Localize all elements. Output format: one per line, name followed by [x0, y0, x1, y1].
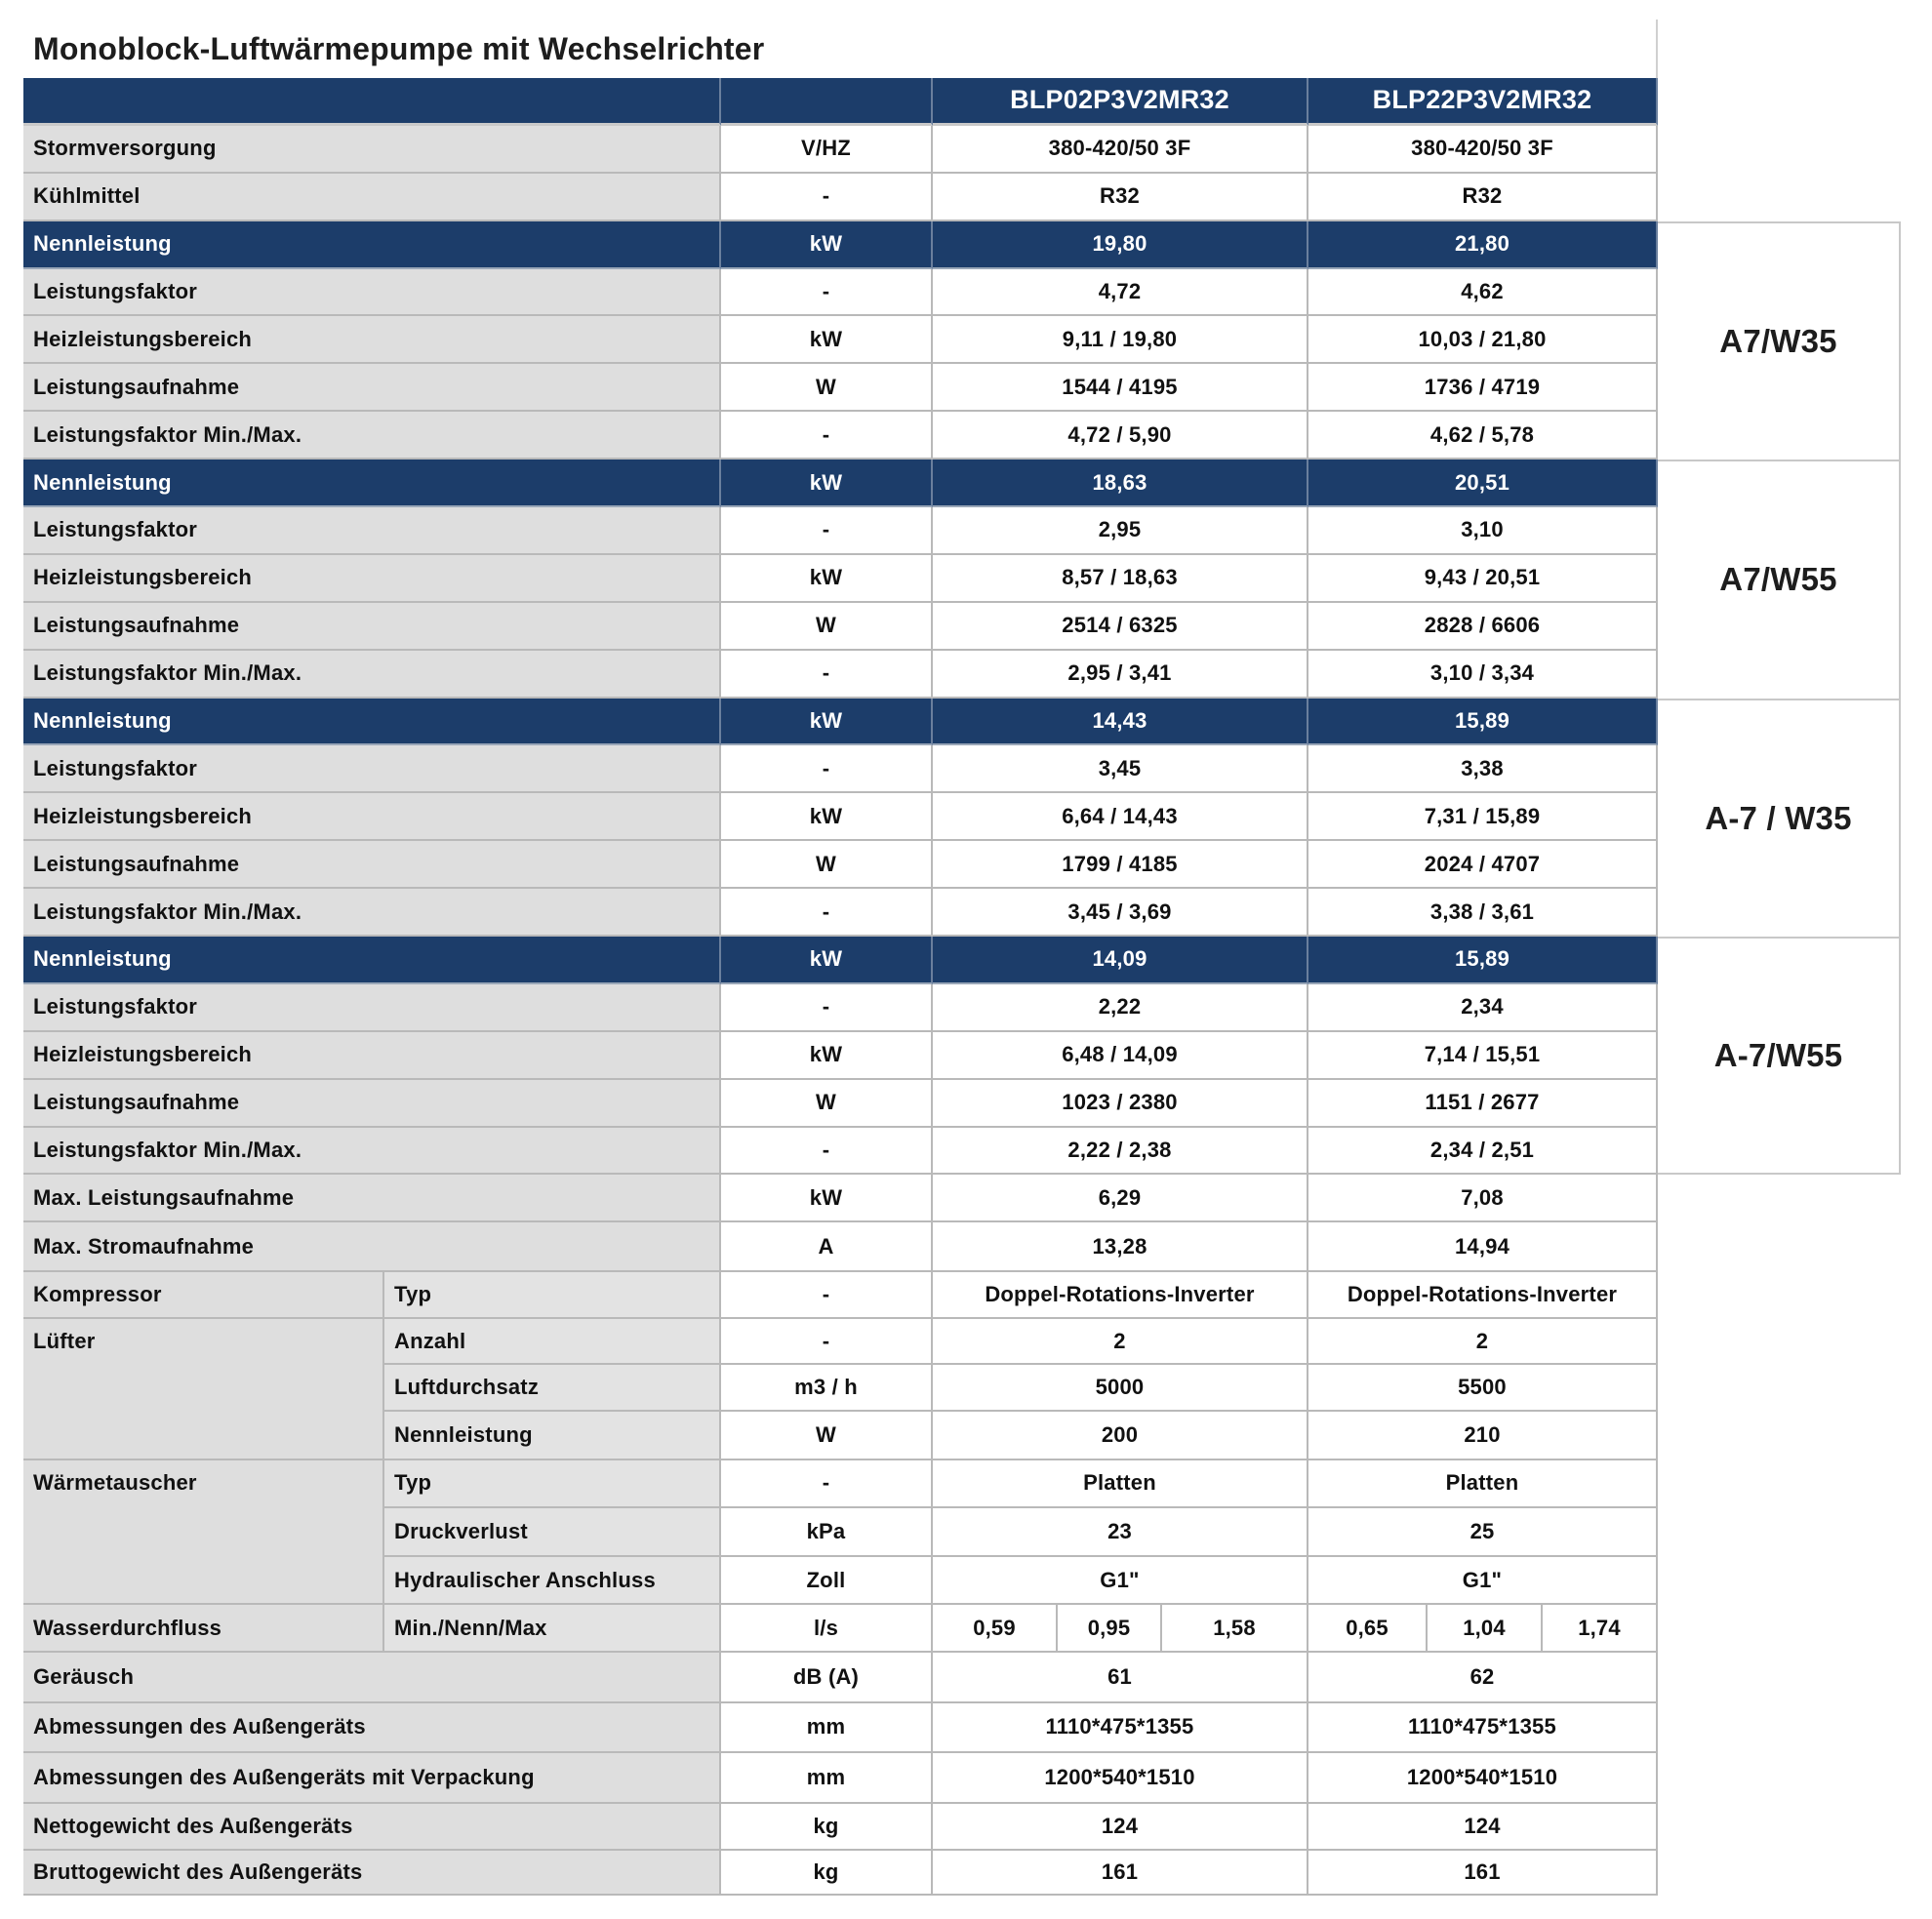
- row-label: Abmessungen des Außengeräts: [23, 1703, 721, 1753]
- value-model-1: 2,95 / 3,41: [933, 651, 1308, 699]
- flow-min: 0,65: [1308, 1605, 1428, 1651]
- row-unit: -: [721, 174, 933, 221]
- group-label-compressor: Kompressor: [23, 1272, 384, 1319]
- row-unit: Zoll: [721, 1557, 933, 1606]
- row-unit: -: [721, 269, 933, 317]
- value-model-1: 124: [933, 1804, 1308, 1852]
- value-model-2: 2828 / 6606: [1308, 603, 1658, 651]
- sub-label: Hydraulischer Anschluss: [384, 1557, 721, 1606]
- value-model-1: 4,72: [933, 269, 1308, 317]
- water-flow-values-model-1: [933, 1605, 1308, 1653]
- row-label: Bruttogewicht des Außengeräts: [23, 1851, 721, 1896]
- value-model-2: 7,14 / 15,51: [1308, 1032, 1658, 1080]
- row-label: Stormversorgung: [23, 126, 721, 174]
- row-unit: kW: [721, 1175, 933, 1222]
- value-model-1: 4,72 / 5,90: [933, 412, 1308, 460]
- value-model-2: 3,10: [1308, 507, 1658, 555]
- group-label-fan: Lüfter: [23, 1319, 384, 1460]
- value-model-2: 7,31 / 15,89: [1308, 793, 1658, 841]
- value-model-1: 5000: [933, 1365, 1308, 1412]
- row-unit: kg: [721, 1851, 933, 1896]
- value-model-2: 20,51: [1308, 460, 1658, 507]
- value-model-2: 1110*475*1355: [1308, 1703, 1658, 1753]
- value-model-2: 3,38: [1308, 745, 1658, 793]
- value-model-1: 6,29: [933, 1175, 1308, 1222]
- sub-label: Typ: [384, 1272, 721, 1319]
- row-label: Abmessungen des Außengeräts mit Verpackung: [23, 1753, 721, 1804]
- value-model-2: R32: [1308, 174, 1658, 221]
- row-unit: -: [721, 507, 933, 555]
- header-unit-cell: [721, 78, 933, 126]
- model-header-2: BLP22P3V2MR32: [1308, 78, 1658, 126]
- value-model-2: 62: [1308, 1653, 1658, 1703]
- row-unit: kPa: [721, 1508, 933, 1557]
- row-label: Nennleistung: [23, 460, 721, 507]
- row-unit: kW: [721, 460, 933, 507]
- model-header-1: BLP02P3V2MR32: [933, 78, 1308, 126]
- row-label: Heizleistungsbereich: [23, 316, 721, 364]
- sub-label: Luftdurchsatz: [384, 1365, 721, 1412]
- flow-min: 0,59: [933, 1605, 1058, 1651]
- value-model-1: 2,22: [933, 984, 1308, 1032]
- row-unit: m3 / h: [721, 1365, 933, 1412]
- value-model-1: 2,22 / 2,38: [933, 1128, 1308, 1176]
- value-model-1: 23: [933, 1508, 1308, 1557]
- row-label: Max. Leistungsaufnahme: [23, 1175, 721, 1222]
- row-unit: kW: [721, 555, 933, 603]
- row-label: Leistungsfaktor: [23, 984, 721, 1032]
- row-unit: -: [721, 984, 933, 1032]
- value-model-1: 2514 / 6325: [933, 603, 1308, 651]
- value-model-2: 9,43 / 20,51: [1308, 555, 1658, 603]
- condition-label: A-7 / W35: [1658, 699, 1901, 937]
- value-model-1: 19,80: [933, 221, 1308, 269]
- row-label: Leistungsfaktor: [23, 507, 721, 555]
- row-label: Leistungsfaktor Min./Max.: [23, 651, 721, 699]
- value-model-2: 21,80: [1308, 221, 1658, 269]
- spec-table: [23, 20, 1901, 1897]
- value-model-2: 15,89: [1308, 937, 1658, 984]
- row-label: Leistungsaufnahme: [23, 1080, 721, 1128]
- row-label: Leistungsfaktor Min./Max.: [23, 1128, 721, 1176]
- row-unit: -: [721, 412, 933, 460]
- value-model-1: 380-420/50 3F: [933, 126, 1308, 174]
- row-unit: W: [721, 364, 933, 412]
- sub-label: Min./Nenn/Max: [384, 1605, 721, 1653]
- value-model-2: 3,38 / 3,61: [1308, 889, 1658, 937]
- value-model-2: 124: [1308, 1804, 1658, 1852]
- value-model-2: 7,08: [1308, 1175, 1658, 1222]
- value-model-1: 1544 / 4195: [933, 364, 1308, 412]
- value-model-1: 1110*475*1355: [933, 1703, 1308, 1753]
- row-unit: dB (A): [721, 1653, 933, 1703]
- row-label: Leistungsfaktor Min./Max.: [23, 889, 721, 937]
- condition-label: A7/W35: [1658, 221, 1901, 460]
- row-label: Leistungsaufnahme: [23, 364, 721, 412]
- sub-label: Nennleistung: [384, 1412, 721, 1460]
- flow-max: 1,74: [1578, 1615, 1621, 1640]
- value-model-1: Platten: [933, 1460, 1308, 1508]
- row-unit: kg: [721, 1804, 933, 1852]
- value-model-1: 18,63: [933, 460, 1308, 507]
- row-unit: kW: [721, 937, 933, 984]
- value-model-1: R32: [933, 174, 1308, 221]
- row-unit: W: [721, 603, 933, 651]
- value-model-2: 5500: [1308, 1365, 1658, 1412]
- value-model-2: 10,03 / 21,80: [1308, 316, 1658, 364]
- value-model-2: 2,34 / 2,51: [1308, 1128, 1658, 1176]
- row-label: Heizleistungsbereich: [23, 555, 721, 603]
- value-model-1: 6,64 / 14,43: [933, 793, 1308, 841]
- row-unit: -: [721, 1319, 933, 1366]
- row-label: Leistungsaufnahme: [23, 603, 721, 651]
- row-unit: A: [721, 1222, 933, 1272]
- value-model-1: 14,43: [933, 699, 1308, 746]
- water-flow-values-model-2: [1308, 1605, 1658, 1653]
- value-model-1: 200: [933, 1412, 1308, 1460]
- flow-nominal: 1,04: [1428, 1605, 1543, 1651]
- value-model-1: 13,28: [933, 1222, 1308, 1272]
- value-model-1: Doppel-Rotations-Inverter: [933, 1272, 1308, 1319]
- value-model-1: 61: [933, 1653, 1308, 1703]
- value-model-1: 8,57 / 18,63: [933, 555, 1308, 603]
- value-model-1: 1799 / 4185: [933, 841, 1308, 889]
- row-label: Leistungsfaktor Min./Max.: [23, 412, 721, 460]
- row-unit: mm: [721, 1753, 933, 1804]
- value-model-2: 14,94: [1308, 1222, 1658, 1272]
- row-unit: kW: [721, 221, 933, 269]
- row-label: Geräusch: [23, 1653, 721, 1703]
- row-label: Heizleistungsbereich: [23, 793, 721, 841]
- value-model-2: Doppel-Rotations-Inverter: [1308, 1272, 1658, 1319]
- value-model-1: 2: [933, 1319, 1308, 1366]
- value-model-2: 3,10 / 3,34: [1308, 651, 1658, 699]
- row-unit: W: [721, 1412, 933, 1460]
- value-model-2: 15,89: [1308, 699, 1658, 746]
- page-title: Monoblock-Luftwärmepumpe mit Wechselrichter: [23, 20, 1658, 78]
- row-unit: kW: [721, 793, 933, 841]
- value-model-2: 380-420/50 3F: [1308, 126, 1658, 174]
- value-model-2: 1736 / 4719: [1308, 364, 1658, 412]
- row-unit: -: [721, 1128, 933, 1176]
- value-model-1: 2,95: [933, 507, 1308, 555]
- row-label: Nennleistung: [23, 937, 721, 984]
- value-model-2: 1151 / 2677: [1308, 1080, 1658, 1128]
- header-label-cell: [23, 78, 721, 126]
- value-model-1: 9,11 / 19,80: [933, 316, 1308, 364]
- flow-max: 1,58: [1213, 1615, 1256, 1640]
- row-label: Max. Stromaufnahme: [23, 1222, 721, 1272]
- value-model-2: 2,34: [1308, 984, 1658, 1032]
- row-label: Nennleistung: [23, 221, 721, 269]
- row-unit: -: [721, 1272, 933, 1319]
- row-unit: l/s: [721, 1605, 933, 1653]
- row-unit: -: [721, 1460, 933, 1508]
- group-label-water-flow: Wasserdurchfluss: [23, 1605, 384, 1653]
- row-unit: W: [721, 1080, 933, 1128]
- row-unit: kW: [721, 316, 933, 364]
- row-label: Leistungsaufnahme: [23, 841, 721, 889]
- value-model-2: 4,62: [1308, 269, 1658, 317]
- row-unit: -: [721, 889, 933, 937]
- value-model-1: 161: [933, 1851, 1308, 1896]
- row-label: Heizleistungsbereich: [23, 1032, 721, 1080]
- value-model-2: 210: [1308, 1412, 1658, 1460]
- value-model-2: 25: [1308, 1508, 1658, 1557]
- value-model-1: 6,48 / 14,09: [933, 1032, 1308, 1080]
- value-model-2: 2024 / 4707: [1308, 841, 1658, 889]
- condition-label: A-7/W55: [1658, 937, 1901, 1175]
- value-model-2: 161: [1308, 1851, 1658, 1896]
- row-unit: mm: [721, 1703, 933, 1753]
- row-label: Nettogewicht des Außengeräts: [23, 1804, 721, 1852]
- value-model-2: 1200*540*1510: [1308, 1753, 1658, 1804]
- value-model-1: 3,45 / 3,69: [933, 889, 1308, 937]
- row-label: Leistungsfaktor: [23, 269, 721, 317]
- row-unit: -: [721, 745, 933, 793]
- sub-label: Anzahl: [384, 1319, 721, 1366]
- row-unit: kW: [721, 1032, 933, 1080]
- value-model-2: G1": [1308, 1557, 1658, 1606]
- value-model-1: 14,09: [933, 937, 1308, 984]
- row-unit: W: [721, 841, 933, 889]
- value-model-1: 1023 / 2380: [933, 1080, 1308, 1128]
- value-model-2: 4,62 / 5,78: [1308, 412, 1658, 460]
- value-model-2: 2: [1308, 1319, 1658, 1366]
- group-label-heat-exchanger: Wärmetauscher: [23, 1460, 384, 1605]
- condition-label: A7/W55: [1658, 460, 1901, 698]
- row-label: Leistungsfaktor: [23, 745, 721, 793]
- flow-nominal: 0,95: [1058, 1605, 1162, 1651]
- row-unit: -: [721, 651, 933, 699]
- value-model-1: 1200*540*1510: [933, 1753, 1308, 1804]
- value-model-2: Platten: [1308, 1460, 1658, 1508]
- row-label: Nennleistung: [23, 699, 721, 746]
- row-label: Kühlmittel: [23, 174, 721, 221]
- row-unit: V/HZ: [721, 126, 933, 174]
- value-model-1: 3,45: [933, 745, 1308, 793]
- row-unit: kW: [721, 699, 933, 746]
- sub-label: Druckverlust: [384, 1508, 721, 1557]
- sub-label: Typ: [384, 1460, 721, 1508]
- value-model-1: G1": [933, 1557, 1308, 1606]
